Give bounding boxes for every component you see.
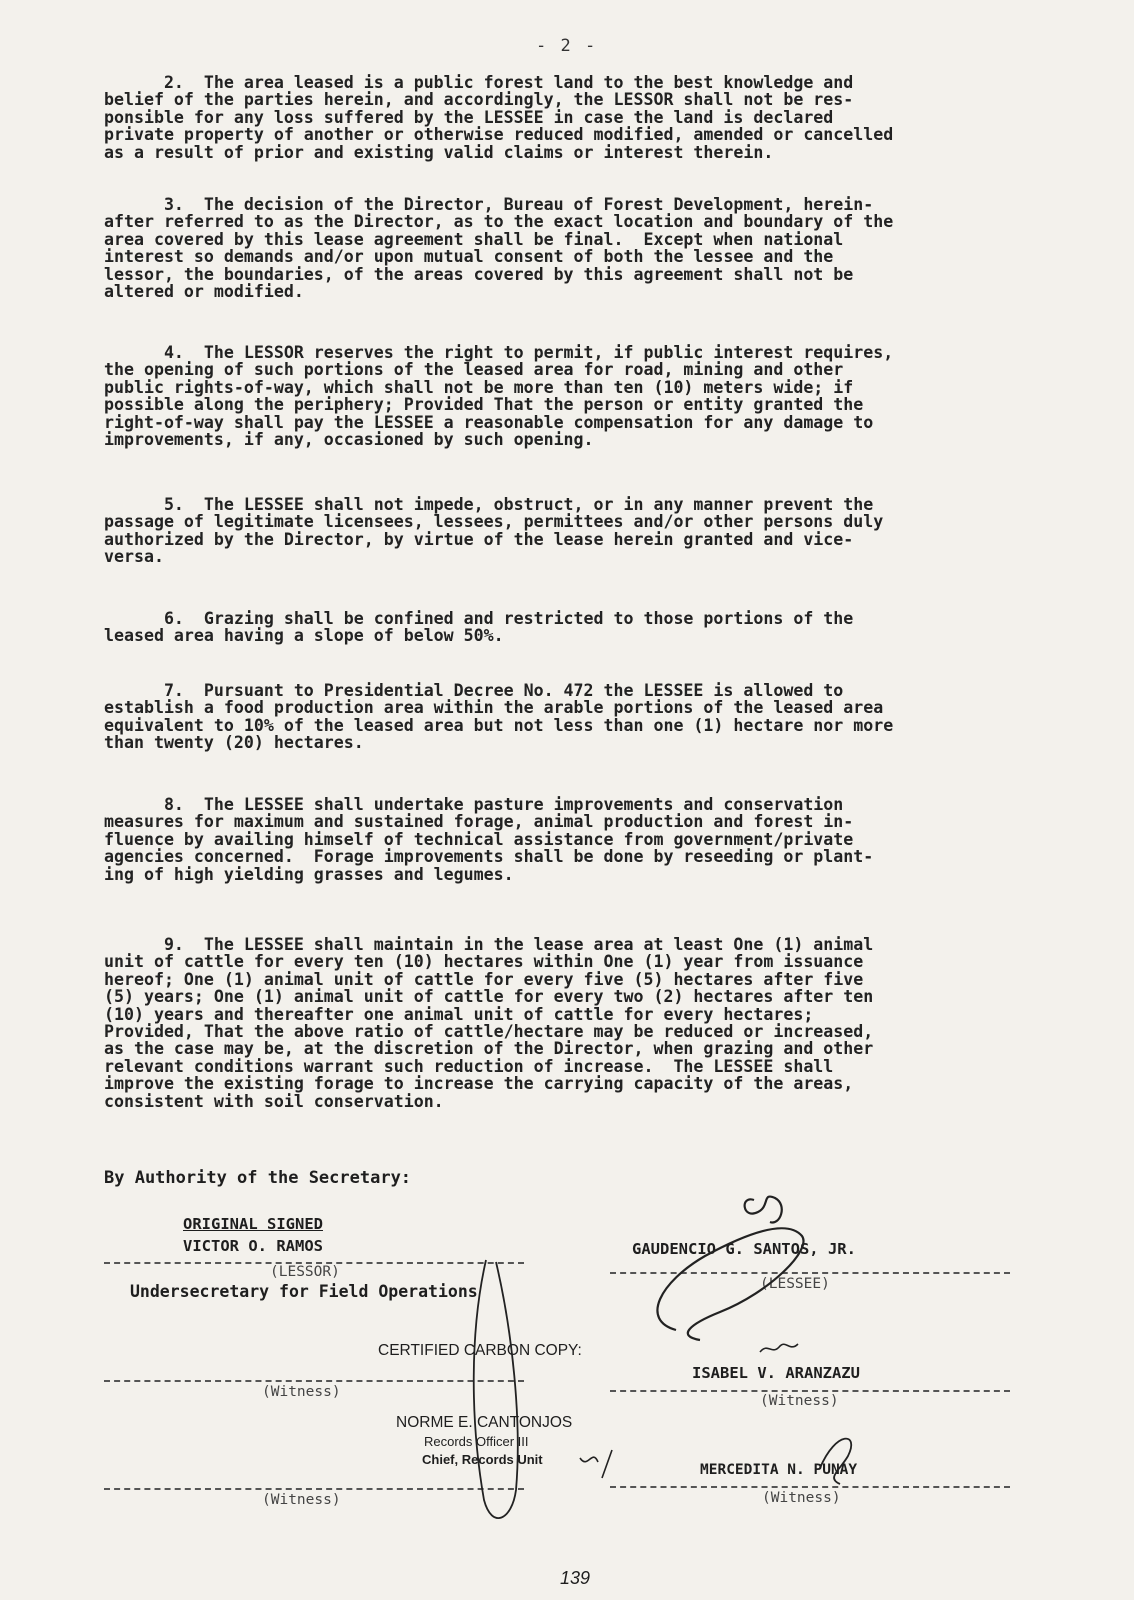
witness-line-3 xyxy=(104,1488,524,1490)
paragraph-line: 5. The LESSEE shall not impede, obstruct, or in any manner prevent the xyxy=(104,495,874,514)
certified-carbon-copy: CERTIFIED CARBON COPY: xyxy=(378,1342,582,1359)
page-number: - 2 - xyxy=(536,36,598,56)
paragraph-line: relevant conditions warrant such reduction of increase. The LESSEE shall xyxy=(104,1056,834,1076)
paragraph-line: area covered by this lease agreement shall be final. Except when national xyxy=(104,229,844,249)
paragraph-line: (5) years; One (1) animal unit of cattle for every two (2) hectares after ten xyxy=(104,987,874,1007)
paragraph-line: fluence by availing himself of technical assistance from government/private xyxy=(104,829,854,849)
witness-mercedita-name: MERCEDITA N. PUNAY xyxy=(700,1462,858,1478)
initial-scrawl-mark xyxy=(580,1450,612,1478)
lessee-role: (LESSEE) xyxy=(760,1276,830,1292)
paragraph-4 xyxy=(104,344,1012,448)
paragraph-line: 8. The LESSEE shall undertake pasture improvements and conservation xyxy=(104,795,844,814)
paragraph-line: as a result of prior and existing valid claims or interest therein. xyxy=(104,142,774,162)
witness-label-3: (Witness) xyxy=(262,1492,341,1508)
paragraph-line: after referred to as the Director, as to the exact location and boundary of the xyxy=(104,212,894,232)
paragraph-line: passage of legitimate licensees, lessees, permittees and/or other persons duly xyxy=(104,512,884,532)
paragraph-6 xyxy=(104,610,1012,645)
footer-mark: 139 xyxy=(560,1568,591,1588)
paragraph-line: consistent with soil conservation. xyxy=(104,1091,444,1111)
witness-line-4 xyxy=(610,1486,1010,1488)
witness-isabel-name: ISABEL V. ARANZAZU xyxy=(692,1364,860,1382)
paragraph-2 xyxy=(104,74,1012,161)
witness-label-4: (Witness) xyxy=(762,1490,841,1506)
original-signed-label: ORIGINAL SIGNED xyxy=(183,1215,323,1233)
certifier-title-1: Records Officer III xyxy=(424,1434,529,1449)
paragraph-line: establish a food production area within the arable portions of the leased area xyxy=(104,698,884,718)
paragraph-line: as the case may be, at the discretion of the Director, when grazing and other xyxy=(104,1039,874,1059)
lessee-signature-mark xyxy=(657,1197,803,1340)
paragraph-line: the opening of such portions of the leased area for road, mining and other xyxy=(104,360,844,380)
certifier-signature-mark xyxy=(474,1260,518,1518)
paragraph-line: Provided, That the above ratio of cattle/hectare may be reduced or increased, xyxy=(104,1022,874,1042)
paragraph-8 xyxy=(104,796,1012,883)
paragraph-line: 4. The LESSOR reserves the right to permit, if public interest requires, xyxy=(104,343,894,362)
paragraph-line: than twenty (20) hectares. xyxy=(104,733,364,753)
paragraph-7 xyxy=(104,682,1012,752)
paragraph-line: unit of cattle for every ten (10) hectares within One (1) year from issuance xyxy=(104,952,864,972)
paragraph-line: authorized by the Director, by virtue of the lease herein granted and vice- xyxy=(104,529,854,549)
paragraph-line: 3. The decision of the Director, Bureau of Forest Development, herein- xyxy=(104,195,874,214)
witness-line-1 xyxy=(104,1380,524,1382)
paragraph-line: improvements, if any, occasioned by such opening. xyxy=(104,430,594,450)
paragraph-line: altered or modified. xyxy=(104,282,304,302)
paragraph-line: belief of the parties herein, and accordingly, the LESSOR shall not be res- xyxy=(104,90,854,110)
paragraph-5 xyxy=(104,496,1012,566)
paragraph-line: private property of another or otherwise reduced modified, amended or cancelled xyxy=(104,125,894,145)
paragraph-line: ponsible for any loss suffered by the LESSEE in case the land is declared xyxy=(104,107,834,127)
initials-mark xyxy=(760,1344,798,1352)
authority-line: By Authority of the Secretary: xyxy=(104,1168,412,1188)
paragraph-line: (10) years and thereafter one animal unit of cattle for every hectares; xyxy=(104,1004,814,1024)
paragraph-9 xyxy=(104,936,1012,1110)
paragraph-line: right-of-way shall pay the LESSEE a reasonable compensation for any damage to xyxy=(104,412,874,432)
paragraph-3 xyxy=(104,196,1012,300)
paragraph-line: 7. Pursuant to Presidential Decree No. 472 the LESSEE is allowed to xyxy=(104,681,844,700)
paragraph-line: improve the existing forage to increase the carrying capacity of the areas, xyxy=(104,1074,854,1094)
paragraph-line: lessor, the boundaries, of the areas covered by this agreement shall not be xyxy=(104,264,854,284)
paragraph-line: equivalent to 10% of the leased area but not less than one (1) hectare nor more xyxy=(104,715,894,735)
paragraph-line: versa. xyxy=(104,547,164,567)
paragraph-line: leased area having a slope of below 50%. xyxy=(104,626,504,646)
witness-label-1: (Witness) xyxy=(262,1384,341,1400)
certifier-title-2: Chief, Records Unit xyxy=(422,1452,543,1467)
lessor-title: Undersecretary for Field Operations xyxy=(130,1282,478,1301)
paragraph-line: measures for maximum and sustained forage, animal production and forest in- xyxy=(104,812,854,832)
witness-label-2: (Witness) xyxy=(760,1393,839,1409)
certifier-name: NORME E. CANTONJOS xyxy=(396,1414,573,1431)
paragraph-line: agencies concerned. Forage improvements shall be done by reseeding or plant- xyxy=(104,847,874,867)
lessor-role: (LESSOR) xyxy=(270,1264,340,1280)
paragraph-line: possible along the periphery; Provided That the person or entity granted the xyxy=(104,395,864,415)
paragraph-line: 9. The LESSEE shall maintain in the lease area at least One (1) animal xyxy=(104,935,874,954)
paragraph-line: ing of high yielding grasses and legumes. xyxy=(104,864,514,884)
witness-line-2 xyxy=(610,1390,1010,1392)
lessee-signature-line xyxy=(610,1272,1010,1274)
paragraph-line: interest so demands and/or upon mutual consent of both the lessee and the xyxy=(104,247,834,267)
lessee-name: GAUDENCIO G. SANTOS, JR. xyxy=(632,1240,856,1258)
paragraph-line: hereof; One (1) animal unit of cattle for every five (5) hectares after five xyxy=(104,969,864,989)
paragraph-line: public rights-of-way, which shall not be more than ten (10) meters wide; if xyxy=(104,377,854,397)
paragraph-line: 6. Grazing shall be confined and restricted to those portions of the xyxy=(104,609,854,628)
paragraph-line: 2. The area leased is a public forest land to the best knowledge and xyxy=(104,73,854,92)
lessor-name: VICTOR O. RAMOS xyxy=(183,1237,323,1255)
